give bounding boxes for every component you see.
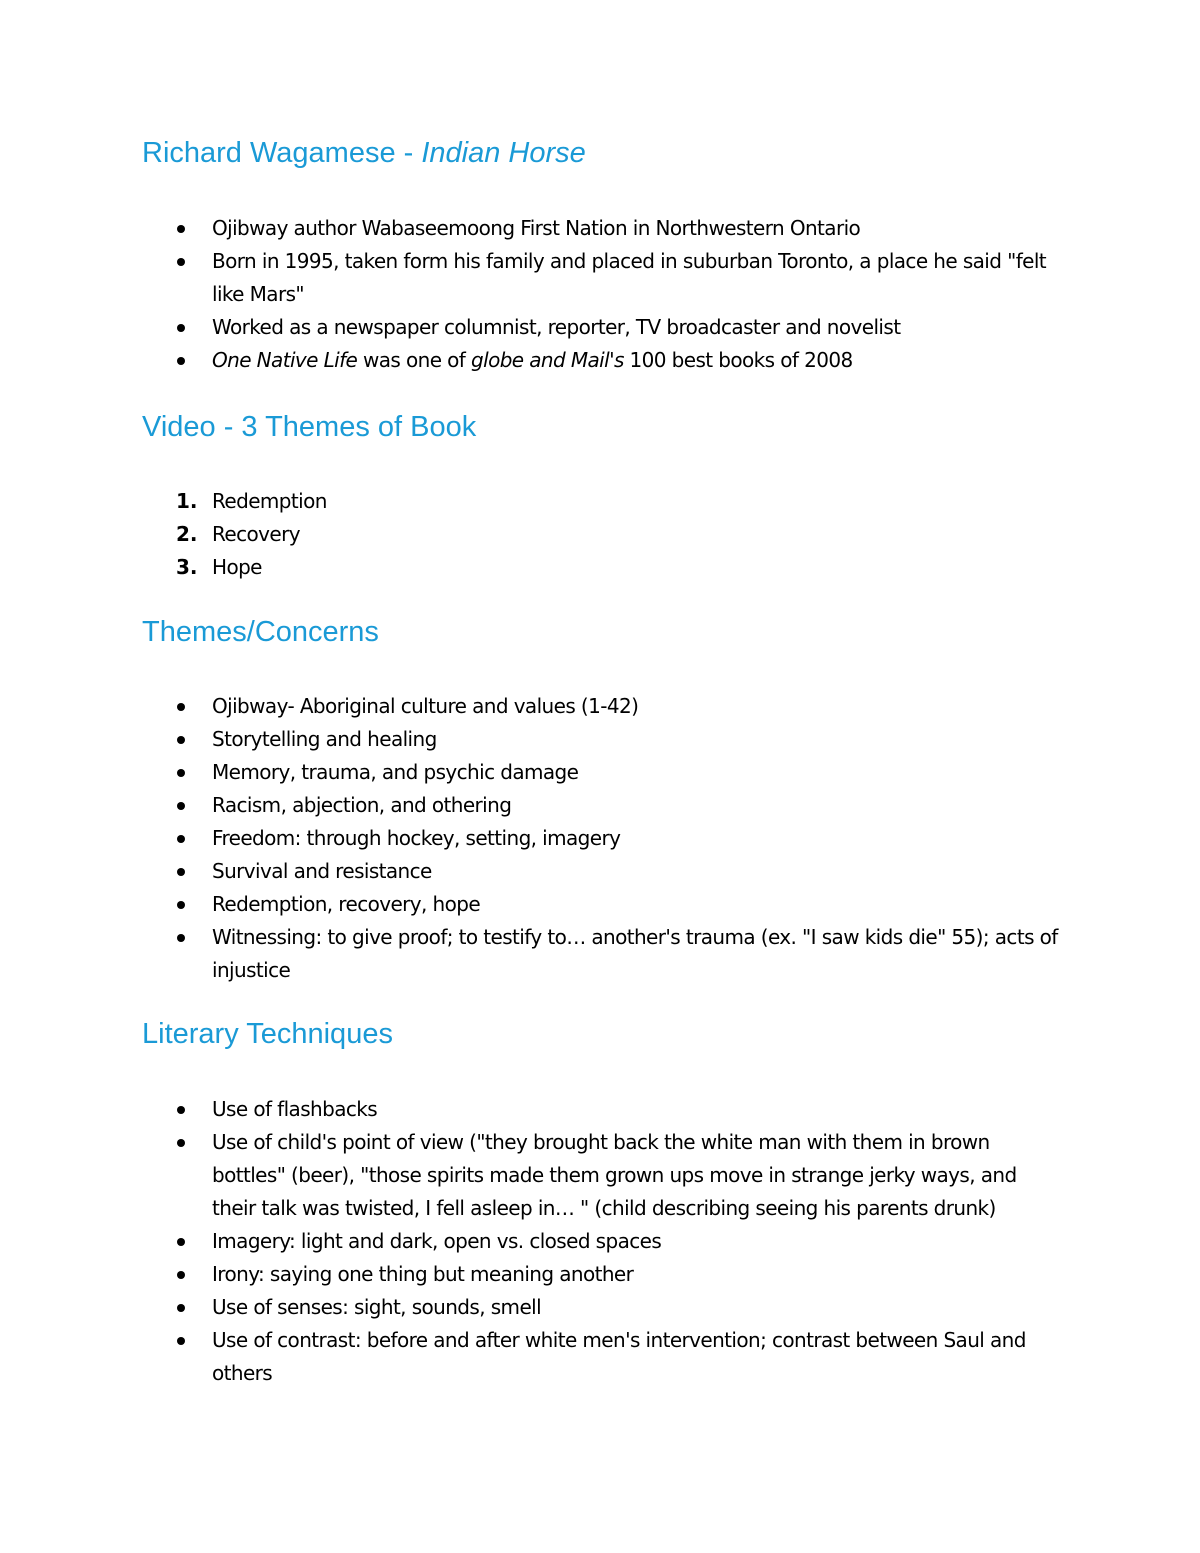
- bullet-icon: [177, 1238, 185, 1246]
- bullet-icon: [177, 1337, 185, 1345]
- heading-book-title: Indian Horse: [421, 137, 586, 169]
- list-item: Use of child's point of view ("they brought back the white man with them in brown bottles" (beer), "those spirits made them grown ups move in strange jerky ways, and their talk was twisted, I fell asleep in… " (child describing seeing his parents drunk): [0, 1126, 1200, 1225]
- list-item: Imagery: light and dark, open vs. closed spaces: [0, 1225, 1200, 1258]
- video-themes-list: [0, 485, 1200, 584]
- bullet-icon: [177, 324, 185, 332]
- list-item: Use of flashbacks: [0, 1093, 1200, 1126]
- bullet-icon: [177, 1271, 185, 1279]
- bullet-icon: [177, 901, 185, 909]
- list-item: 1. Redemption: [0, 485, 1200, 518]
- bullet-icon: [177, 1304, 185, 1312]
- bullet-icon: [177, 357, 185, 365]
- themes-list: [0, 690, 1200, 987]
- heading-themes: Themes/Concerns: [142, 616, 379, 648]
- bullet-icon: [177, 258, 185, 266]
- list-item: Irony: saying one thing but meaning another: [0, 1258, 1200, 1291]
- list-item: Racism, abjection, and othering: [0, 789, 1200, 822]
- list-item: Use of contrast: before and after white men's intervention; contrast between Saul and others: [0, 1324, 1200, 1390]
- list-item: Freedom: through hockey, setting, imagery: [0, 822, 1200, 855]
- techniques-list: [0, 1093, 1200, 1390]
- bullet-icon: [177, 868, 185, 876]
- heading-author: [142, 136, 586, 170]
- list-item: Memory, trauma, and psychic damage: [0, 756, 1200, 789]
- book-title-one-native-life: One Native Life: [212, 348, 358, 372]
- bullet-icon: [177, 934, 185, 942]
- list-item: 3. Hope: [0, 551, 1200, 584]
- list-item: Redemption, recovery, hope: [0, 888, 1200, 921]
- author-list: [0, 212, 1200, 377]
- list-item: Ojibway- Aboriginal culture and values (1-42): [0, 690, 1200, 723]
- list-item: Witnessing: to give proof; to testify to… another's trauma (ex. "I saw kids die" 55); acts of injustice: [0, 921, 1200, 987]
- list-item: Ojibway author Wabaseemoong First Nation in Northwestern Ontario: [0, 212, 1200, 245]
- list-item: Worked as a newspaper columnist, reporter, TV broadcaster and novelist: [0, 311, 1200, 344]
- bullet-icon: [177, 802, 185, 810]
- list-item: Use of senses: sight, sounds, smell: [0, 1291, 1200, 1324]
- bullet-icon: [177, 703, 185, 711]
- list-number: 3.: [176, 555, 198, 579]
- list-item: Storytelling and healing: [0, 723, 1200, 756]
- heading-author-text: Richard Wagamese -: [142, 137, 422, 169]
- bullet-icon: [177, 835, 185, 843]
- bullet-icon: [177, 225, 185, 233]
- bullet-icon: [177, 769, 185, 777]
- bullet-icon: [177, 736, 185, 744]
- list-item: 2. Recovery: [0, 518, 1200, 551]
- bullet-icon: [177, 1106, 185, 1114]
- heading-techniques: Literary Techniques: [142, 1018, 393, 1050]
- heading-video: Video - 3 Themes of Book: [142, 411, 477, 443]
- list-number: 1.: [176, 489, 198, 513]
- list-item: One Native Life was one of globe and Mail's 100 best books of 2008: [0, 344, 1200, 377]
- list-number: 2.: [176, 522, 198, 546]
- list-item: Survival and resistance: [0, 855, 1200, 888]
- publication-name: globe and Mail's: [471, 348, 624, 372]
- bullet-icon: [177, 1139, 185, 1147]
- list-item: Born in 1995, taken form his family and placed in suburban Toronto, a place he said "felt like Mars": [0, 245, 1200, 311]
